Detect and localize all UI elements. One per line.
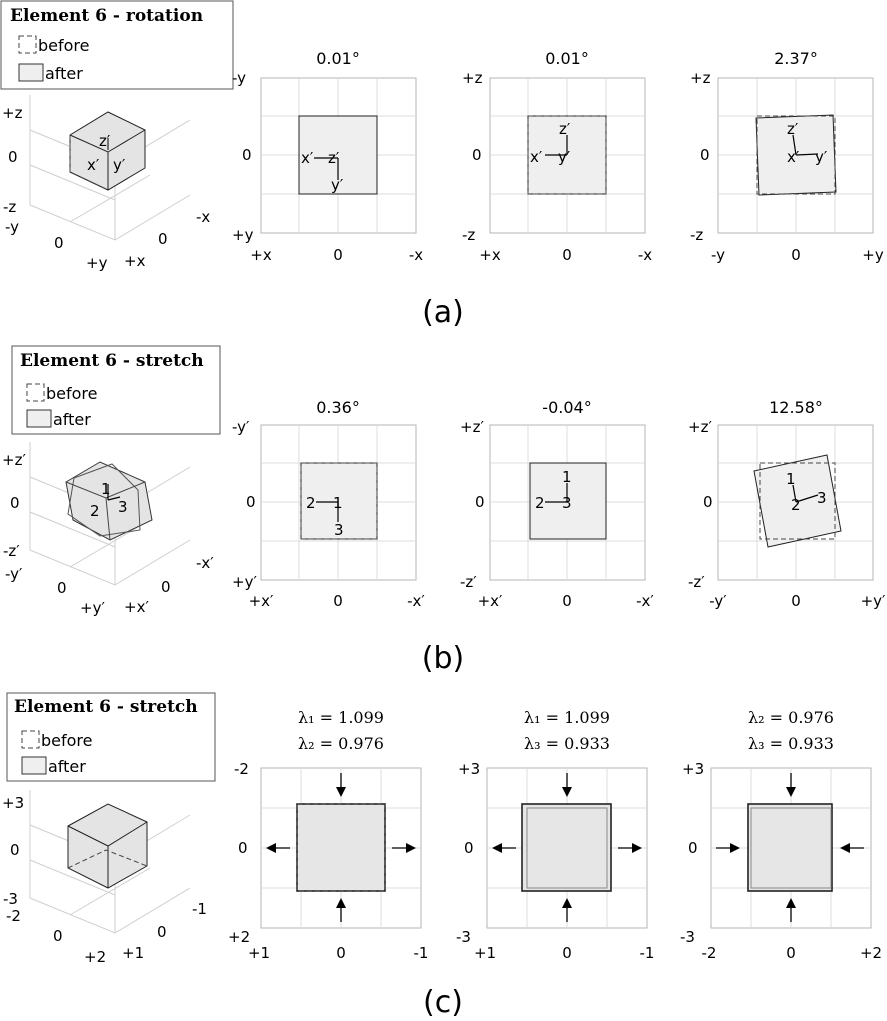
axis-label: 2: [535, 494, 545, 512]
x-tick: -x′: [196, 554, 214, 572]
z-tick: -z′: [3, 542, 20, 560]
x-tick: -x: [408, 246, 424, 264]
compression-arrow: [336, 898, 346, 922]
y-tick: -3: [456, 928, 471, 946]
x-tick: -x: [637, 246, 653, 264]
x-tick: +1: [122, 944, 145, 962]
z-tick: 0: [10, 841, 20, 859]
axis-label: x′: [530, 148, 543, 166]
y-tick: 0: [54, 234, 64, 252]
axis-label: 1: [786, 470, 796, 488]
legend-before-label: before: [46, 384, 98, 403]
x-tick: 0: [562, 944, 572, 962]
view-b-1: [232, 398, 425, 610]
y-tick: 0: [53, 927, 63, 945]
x-tick: 0: [333, 592, 343, 610]
compression-arrow: [562, 773, 572, 797]
x-tick: +x: [124, 252, 146, 270]
legend-title: Element 6 - stretch: [14, 697, 198, 717]
y-tick: 0: [57, 579, 67, 597]
panel-caption: (b): [421, 641, 465, 676]
y-tick: +2: [228, 928, 251, 946]
cube-label: z′: [99, 132, 111, 150]
view-title: 0.36°: [316, 398, 360, 417]
y-tick: 0: [472, 146, 482, 164]
legend-b: [12, 346, 220, 434]
x-tick: -x′: [636, 592, 654, 610]
axis-label: 3: [817, 489, 827, 507]
x-tick: -y: [710, 246, 726, 264]
cube-label: 3: [118, 498, 128, 516]
axis-label: y′: [331, 176, 344, 194]
z-tick: +3: [2, 794, 25, 812]
x-tick: 0: [157, 923, 167, 941]
axis-label: z′: [787, 120, 799, 138]
y-tick: 0: [700, 146, 710, 164]
y-tick: -z: [462, 226, 476, 244]
compression-arrow: [786, 773, 796, 797]
compression-arrow: [562, 898, 572, 922]
compression-arrow: [840, 843, 864, 853]
y-tick: -y: [232, 69, 247, 87]
tension-arrow: [266, 843, 290, 853]
x-tick: +y: [862, 246, 884, 264]
x-tick: +x: [250, 246, 272, 264]
compression-arrow: [786, 898, 796, 922]
x-tick: -1: [413, 944, 429, 962]
y-tick: +y: [86, 254, 108, 272]
axis-label: z′: [559, 120, 571, 138]
y-tick: +z: [462, 69, 483, 87]
y-tick: 0: [688, 839, 698, 857]
legend-title: Element 6 - rotation: [10, 6, 204, 26]
y-tick: 0: [238, 839, 248, 857]
z-tick: 0: [8, 148, 18, 166]
view-title: 2.37°: [774, 49, 818, 68]
y-tick: 0: [464, 839, 474, 857]
iso-view-a: [2, 95, 210, 272]
legend-after-label: after: [53, 410, 91, 429]
axis-label: 2: [306, 494, 316, 512]
view-title-line1: λ₁ = 1.099: [298, 708, 384, 727]
legend-c: [7, 693, 215, 781]
axis-label: y′: [558, 148, 571, 166]
panel-caption: (a): [422, 295, 464, 330]
x-tick: +x′: [248, 592, 274, 610]
x-tick: 0: [161, 578, 171, 596]
x-tick: +x′: [124, 598, 149, 616]
cube-label: 2: [90, 502, 100, 520]
x-tick: 0: [333, 246, 343, 264]
y-tick: -y′: [232, 418, 250, 436]
z-tick: 0: [10, 494, 20, 512]
axis-label: x′: [787, 148, 800, 166]
iso-view-b: [2, 442, 214, 617]
tension-arrow: [492, 843, 516, 853]
x-tick: 0: [336, 944, 346, 962]
cube-label: y′: [113, 156, 126, 174]
compression-arrow: [716, 843, 740, 853]
x-tick: -x: [196, 208, 211, 226]
view-a-2: [462, 49, 652, 264]
tension-arrow: [618, 843, 642, 853]
axis-label: 3: [562, 494, 572, 512]
cube-label: 1: [101, 480, 111, 498]
legend-before-label: before: [38, 36, 90, 55]
y-tick: +3: [458, 760, 481, 778]
panel-c: [2, 693, 882, 1020]
x-tick: 0: [158, 230, 168, 248]
view-c-1: [228, 708, 428, 962]
legend-after-label: after: [48, 757, 86, 776]
x-tick: 0: [562, 246, 572, 264]
y-tick: +z′: [460, 418, 484, 436]
view-a-1: [232, 49, 423, 264]
x-tick: 0: [786, 944, 796, 962]
view-title: 0.01°: [316, 49, 360, 68]
legend-after-label: after: [45, 64, 83, 83]
y-tick: -3: [680, 928, 695, 946]
axis-label: 1: [562, 468, 572, 486]
x-tick: +1: [247, 944, 271, 962]
axis-label: y′: [815, 148, 828, 166]
y-tick: +z′: [688, 418, 712, 436]
x-tick: 0: [562, 592, 572, 610]
x-tick: +y′: [860, 592, 886, 610]
legend-before-label: before: [41, 731, 93, 750]
view-b-2: [460, 398, 654, 610]
z-tick: +z′: [2, 451, 26, 469]
y-tick: +3: [682, 760, 705, 778]
y-tick: -z′: [688, 573, 705, 591]
y-tick: +y′: [80, 599, 105, 617]
x-tick: -y′: [709, 592, 727, 610]
compression-arrow: [336, 773, 346, 797]
x-tick: -1: [192, 900, 207, 918]
x-tick: 0: [791, 246, 801, 264]
legend-title: Element 6 - stretch: [20, 351, 204, 371]
view-title: -0.04°: [542, 398, 592, 417]
y-tick: -2: [6, 907, 21, 925]
x-tick: +1: [473, 944, 497, 962]
panel-b: [2, 346, 886, 676]
axis-label: x′: [301, 149, 314, 167]
z-tick: -3: [3, 890, 18, 908]
y-tick: +z: [690, 69, 711, 87]
y-tick: 0: [246, 493, 256, 511]
iso-view-c: [2, 790, 207, 966]
axis-label: 1: [333, 494, 343, 512]
y-tick: -y: [5, 218, 20, 236]
y-tick: 0: [475, 493, 485, 511]
view-c-3: [680, 708, 882, 962]
panel-caption: (c): [423, 985, 463, 1020]
panel-a: [1, 1, 884, 330]
axis-label: z′: [328, 149, 340, 167]
y-tick: -z′: [460, 573, 477, 591]
z-tick: -z: [3, 198, 17, 216]
y-tick: -z: [690, 226, 704, 244]
view-title-line1: λ₁ = 1.099: [524, 708, 610, 727]
y-tick: -2: [234, 760, 249, 778]
y-tick: 0: [242, 146, 252, 164]
tension-arrow: [392, 843, 416, 853]
x-tick: +x: [479, 246, 501, 264]
x-tick: -x′: [407, 592, 425, 610]
cube-label: x′: [87, 156, 100, 174]
x-tick: +2: [859, 944, 883, 962]
view-title-line2: λ₃ = 0.933: [748, 734, 834, 753]
axis-label: 2: [791, 496, 801, 514]
view-b-3: [688, 398, 886, 610]
x-tick: -1: [639, 944, 655, 962]
y-tick: -y′: [5, 565, 23, 583]
view-title: 0.01°: [545, 49, 589, 68]
y-tick: +2: [84, 948, 107, 966]
x-tick: -2: [701, 944, 717, 962]
view-a-3: [690, 49, 884, 264]
y-tick: +y: [232, 226, 254, 244]
y-tick: +y′: [232, 573, 257, 591]
view-title: 12.58°: [769, 398, 823, 417]
view-c-2: [456, 708, 654, 962]
legend-a: [1, 1, 233, 89]
view-title-line1: λ₂ = 0.976: [748, 708, 834, 727]
x-tick: +x′: [477, 592, 503, 610]
y-tick: 0: [703, 493, 713, 511]
axis-label: 3: [334, 521, 344, 539]
view-title-line2: λ₃ = 0.933: [524, 734, 610, 753]
x-tick: 0: [791, 592, 801, 610]
z-tick: +z: [2, 104, 23, 122]
view-title-line2: λ₂ = 0.976: [298, 734, 384, 753]
